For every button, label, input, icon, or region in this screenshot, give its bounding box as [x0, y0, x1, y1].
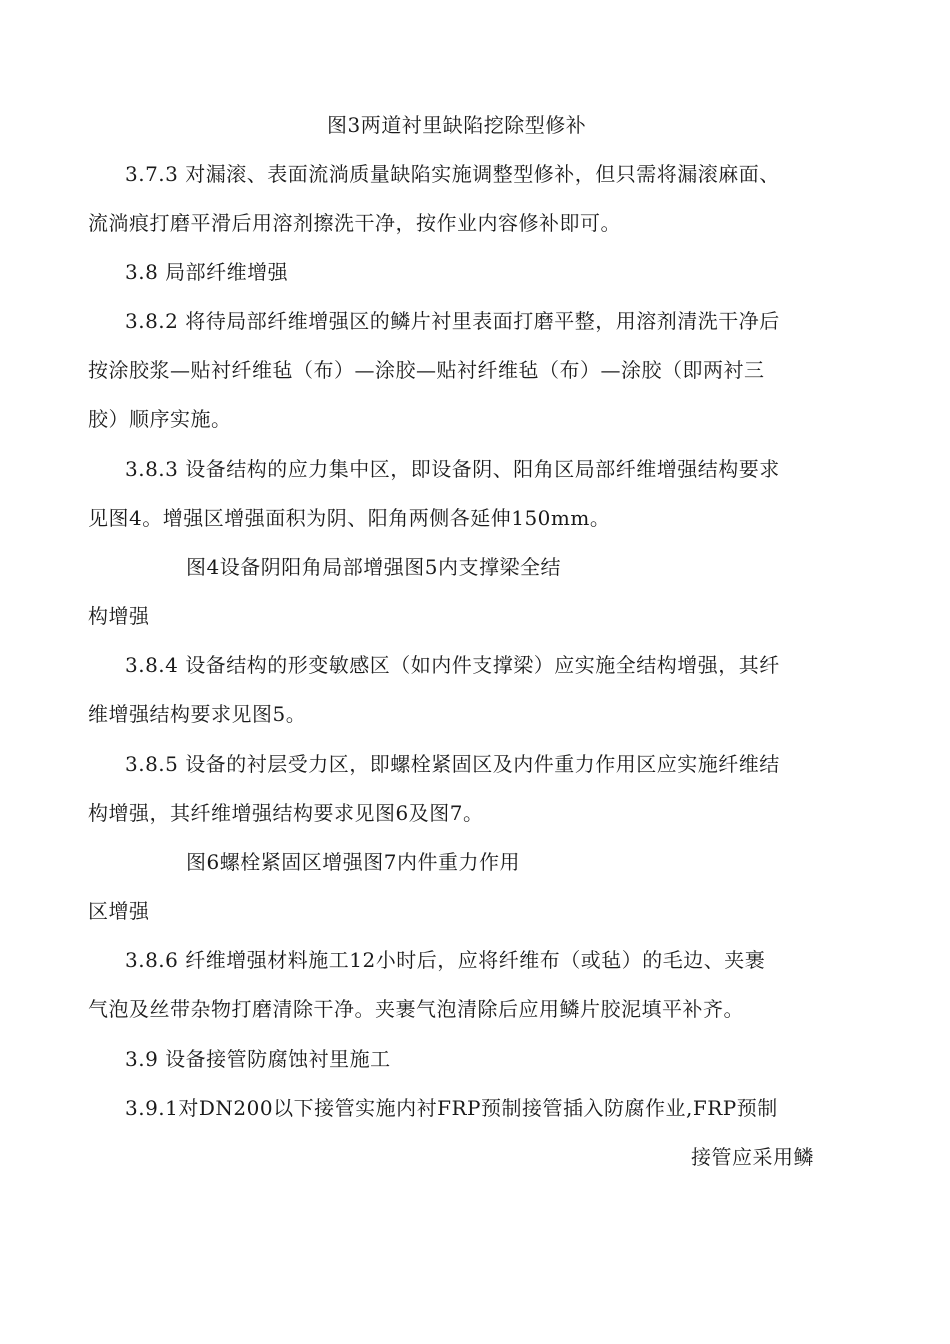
paragraph-3-8-4-line-2: 维增强结构要求见图5。 [88, 702, 307, 726]
figure-caption-6-7-continued: 区增强 [88, 899, 150, 923]
paragraph-3-8-4-line-1: 3.8.4 设备结构的形变敏感区（如内件支撑梁）应实施全结构增强，其纤 [125, 653, 780, 677]
paragraph-3-8-2-line-3: 胶）顺序实施。 [88, 407, 232, 431]
figure-caption-4-5-continued: 构增强 [88, 604, 150, 628]
paragraph-3-9-1-line-1: 3.9.1对DN200以下接管实施内衬FRP预制接管插入防腐作业,FRP预制 [125, 1096, 778, 1120]
figure-caption-6-7: 图6螺栓紧固区增强图7内件重力作用 [186, 850, 520, 874]
figure-caption-4-5: 图4设备阴阳角局部增强图5内支撑梁全结 [186, 555, 561, 579]
paragraph-3-7-3-line-1: 3.7.3 对漏滚、表面流淌质量缺陷实施调整型修补，但只需将漏滚麻面、 [125, 162, 780, 186]
paragraph-3-8-6-line-2: 气泡及丝带杂物打磨清除干净。夹裹气泡清除后应用鳞片胶泥填平补齐。 [88, 997, 744, 1021]
paragraph-3-9-1-line-2: 接管应采用鳞 [691, 1145, 814, 1169]
paragraph-3-8-6-line-1: 3.8.6 纤维增强材料施工12小时后，应将纤维布（或毡）的毛边、夹裹 [125, 948, 766, 972]
paragraph-3-8-5-line-1: 3.8.5 设备的衬层受力区，即螺栓紧固区及内件重力作用区应实施纤维结 [125, 752, 780, 776]
paragraph-3-7-3-line-2: 流淌痕打磨平滑后用溶剂擦洗干净，按作业内容修补即可。 [88, 211, 621, 235]
paragraph-3-8-3-line-1: 3.8.3 设备结构的应力集中区，即设备阴、阳角区局部纤维增强结构要求 [125, 457, 780, 481]
paragraph-3-8-2-line-1: 3.8.2 将待局部纤维增强区的鳞片衬里表面打磨平整，用溶剂清洗干净后 [125, 309, 780, 333]
section-heading-3-9: 3.9 设备接管防腐蚀衬里施工 [125, 1047, 391, 1071]
paragraph-3-8-3-line-2: 见图4。增强区增强面积为阴、阳角两侧各延伸150mm。 [88, 506, 611, 530]
section-heading-3-8: 3.8 局部纤维增强 [125, 260, 289, 284]
paragraph-3-8-2-line-2: 按涂胶浆—贴衬纤维毡（布）—涂胶—贴衬纤维毡（布）—涂胶（即两衬三 [88, 358, 765, 382]
figure-caption-3: 图3两道衬里缺陷挖除型修补 [327, 113, 587, 137]
paragraph-3-8-5-line-2: 构增强，其纤维增强结构要求见图6及图7。 [88, 801, 484, 825]
